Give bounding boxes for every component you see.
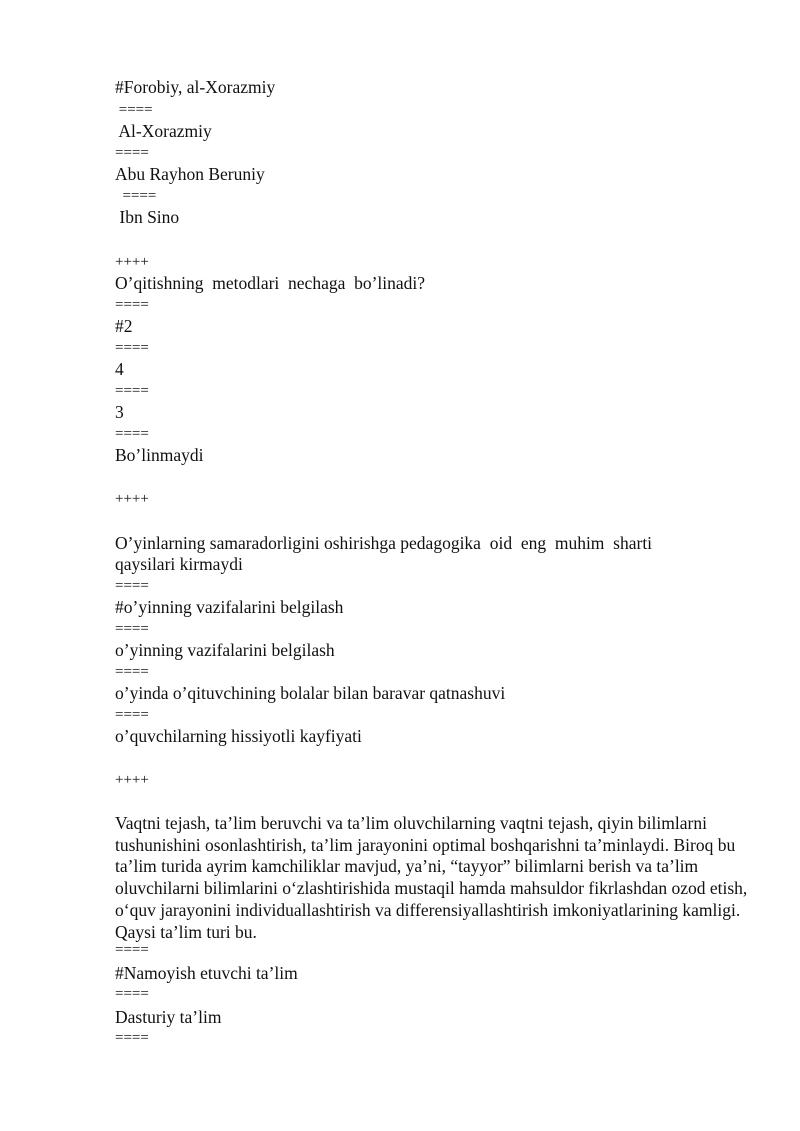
answer-line: 3 [115, 402, 124, 422]
question-text: O’yinlarning samaradorligini oshirishga pedagogika oid eng muhim sharti [115, 533, 653, 553]
answer-line-correct: #Forobiy, al-Xorazmiy [115, 77, 276, 97]
question-text: O’qitishning metodlari nechaga bo’linadi? [115, 273, 426, 293]
answer-line-correct: #Namoyish etuvchi ta’lim [115, 963, 298, 983]
answer-line: o’yinning vazifalarini belgilash [115, 640, 335, 660]
question-divider: ++++ [115, 254, 149, 270]
answer-line: Al-Xorazmiy [115, 121, 212, 141]
question-text-continued: qaysilari kirmaydi [115, 554, 243, 574]
answer-line: Dasturiy ta’lim [115, 1007, 222, 1027]
separator: ==== [115, 664, 149, 680]
separator: ==== [115, 621, 149, 637]
separator: ==== [115, 102, 153, 118]
answer-line: o’quvchilarning hissiyotli kayfiyati [115, 726, 362, 746]
separator: ==== [115, 986, 149, 1002]
separator: ==== [115, 188, 157, 204]
question-paragraph: Vaqtni tejash, ta’lim beruvchi va ta’lim oluvchilarning vaqtni tejash, qiyin bilimlarni tushunishini osonlashtirish, ta’lim jarayonini optimal boshqarishni ta’minlaydi. Biroq bu ta’lim turida ayrim kamchiliklar mavjud, ya’ni, “tayyor” bilimlarni berish va ta’lim oluvchilarni bilimlarini o‘zlashtirishida mustaqil hamda mahsuldor fikrlashdan ozod etish, o‘quv jarayonini individuallashtirish va differensiyallashtirish imkoniyatlarining kamligi. Qaysi ta’lim turi bu. [115, 813, 748, 942]
separator: ==== [115, 340, 149, 356]
separator: ==== [115, 578, 149, 594]
separator: ==== [115, 383, 149, 399]
answer-line: 4 [115, 359, 124, 379]
separator: ==== [115, 707, 149, 723]
answer-line: Bo’linmaydi [115, 445, 204, 465]
separator: ==== [115, 145, 149, 161]
answer-line-correct: #2 [115, 316, 133, 336]
separator: ==== [115, 1030, 149, 1046]
separator: ==== [115, 297, 149, 313]
answer-line: o’yinda o’qituvchining bolalar bilan baravar qatnashuvi [115, 683, 506, 703]
separator: ==== [115, 426, 149, 442]
separator: ==== [115, 942, 149, 958]
answer-line-correct: #o’yinning vazifalarini belgilash [115, 597, 344, 617]
question-divider: ++++ [115, 772, 149, 788]
answer-line: Ibn Sino [115, 207, 180, 227]
question-divider: ++++ [115, 491, 149, 507]
answer-line: Abu Rayhon Beruniy [115, 164, 265, 184]
